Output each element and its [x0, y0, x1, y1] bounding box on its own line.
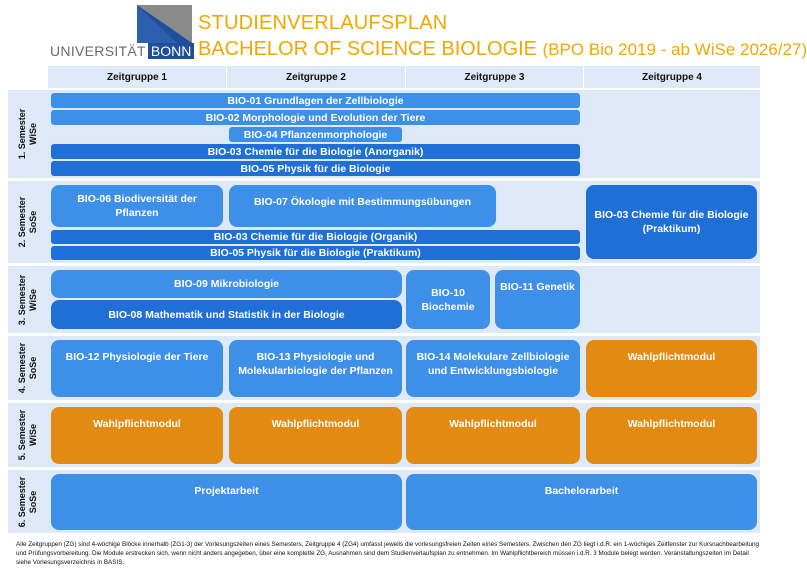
- column-header-zg2: Zeitgruppe 2: [227, 66, 405, 88]
- module-bio-07: BIO-07 Ökologie mit Bestimmungsübungen: [229, 185, 496, 227]
- university-wordmark: [50, 43, 194, 59]
- program-regulation: (BPO Bio 2019 - ab WiSe 2026/27): [542, 40, 807, 59]
- module-wahlpflicht: Wahlpflichtmodul: [51, 407, 223, 464]
- module-bio-03-anorganik: BIO-03 Chemie für die Biologie (Anorganik): [51, 144, 580, 159]
- module-bio-12: BIO-12 Physiologie der Tiere: [51, 340, 223, 397]
- row-header-semester-3: 3. Semester WiSe: [8, 266, 48, 333]
- university-label: UNIVERSITÄT: [50, 43, 146, 59]
- module-wahlpflicht: Wahlpflichtmodul: [586, 340, 757, 397]
- row-header-semester-1: 1. Semester WiSe: [8, 90, 48, 178]
- column-header-zg4: Zeitgruppe 4: [584, 66, 760, 88]
- module-bio-09: BIO-09 Mikrobiologie: [51, 270, 402, 298]
- module-bio-08: BIO-08 Mathematik und Statistik in der Biologie: [51, 300, 402, 329]
- column-header-zg1: Zeitgruppe 1: [48, 66, 226, 88]
- module-wahlpflicht: Wahlpflichtmodul: [406, 407, 580, 464]
- module-bio-02: BIO-02 Morphologie und Evolution der Tiere: [51, 110, 580, 125]
- module-projektarbeit: Projektarbeit: [51, 474, 402, 530]
- module-bio-06: BIO-06 Biodiversität der Pflanzen: [51, 185, 223, 227]
- module-wahlpflicht: Wahlpflichtmodul: [229, 407, 402, 464]
- module-bio-10: BIO-10 Biochemie: [406, 270, 490, 329]
- module-bio-01: BIO-01 Grundlagen der Zellbiologie: [51, 93, 580, 108]
- bonn-label: BONN: [148, 43, 194, 59]
- module-bio-04: BIO-04 Pflanzenmorphologie: [229, 127, 402, 142]
- row-header-semester-2: 2. Semester SoSe: [8, 181, 48, 263]
- module-bio-05-praktikum: BIO-05 Physik für die Biologie (Praktikum): [51, 246, 580, 260]
- program-title: BACHELOR OF SCIENCE BIOLOGIE: [198, 38, 537, 60]
- module-bio-05: BIO-05 Physik für die Biologie: [51, 161, 580, 176]
- page-title: STUDIENVERLAUFSPLAN: [198, 12, 448, 34]
- column-header-zg3: Zeitgruppe 3: [406, 66, 583, 88]
- module-bio-03-praktikum: BIO-03 Chemie für die Biologie (Praktikum): [586, 185, 757, 259]
- module-bachelorarbeit: Bachelorarbeit: [406, 474, 757, 530]
- university-logo-icon: [137, 5, 192, 43]
- module-bio-13: BIO-13 Physiologie und Molekularbiologie der Pflanzen: [229, 340, 402, 397]
- module-wahlpflicht: Wahlpflichtmodul: [586, 407, 757, 464]
- footnote: Alle Zeitgruppen (ZG) sind 4-wöchige Blöcke innerhalb (ZG1-3) der Vorlesungszeiten eines Semesters, Zeitgruppe 4 (ZG4) umfasst jeweils die vorlesungsfreien Zeiten eines Semesters. Zwischen den ZG liegt i.d.R. ein 1-wöchiges Zeitfenster zur Kursnachbearbeitung und Prüfungsvorbereitung. Die Module erstrecken sich, wenn nicht anders angegeben, über eine komplette ZG, Ausnahmen sind dem Studienverlaufsplan zu entnehmen. Im Wahlpflichtbereich müssen i.d.R. 3 Module belegt werden. Veranstaltungszeiten im Detail siehe Vorlesungsverzeichnis in BASIS.: [16, 541, 760, 566]
- row-header-semester-6: 6. Semester SoSe: [8, 470, 48, 533]
- row-header-semester-4: 4. Semester SoSe: [8, 336, 48, 400]
- module-bio-14: BIO-14 Molekulare Zellbiologie und Entwicklungsbiologie: [406, 340, 580, 397]
- module-bio-11: BIO-11 Genetik: [495, 270, 580, 329]
- module-bio-03-organik: BIO-03 Chemie für die Biologie (Organik): [51, 230, 580, 244]
- row-header-semester-5: 5. Semester WiSe: [8, 403, 48, 467]
- page-subtitle: [198, 38, 807, 61]
